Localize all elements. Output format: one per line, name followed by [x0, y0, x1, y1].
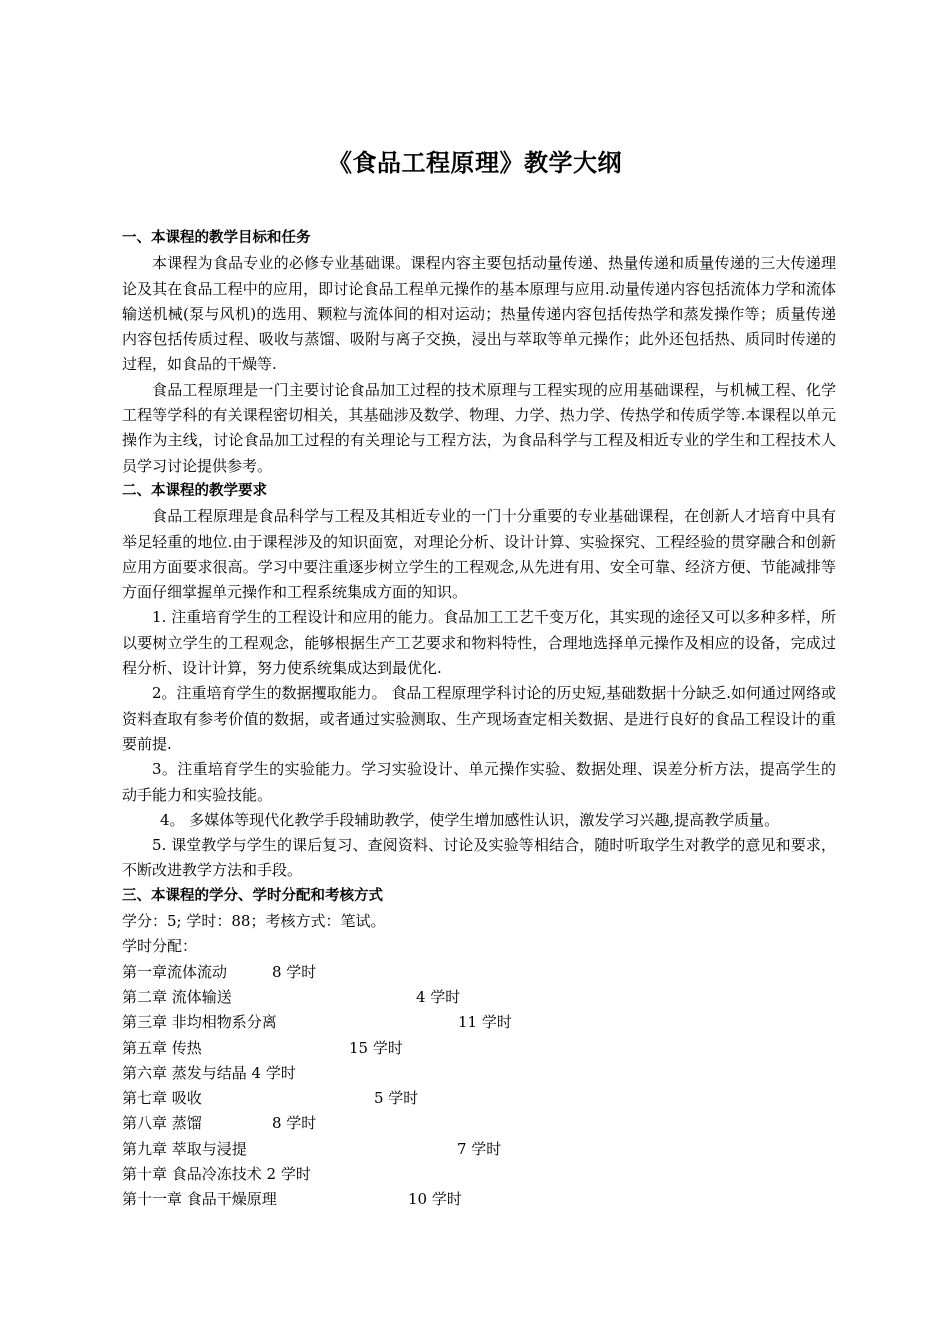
section-heading-3: 三、本课程的学分、学时分配和考核方式 — [122, 887, 383, 904]
chapter-row — [122, 1162, 836, 1187]
document-title: 《食品工程原理》教学大纲 — [328, 149, 622, 177]
chapter-hours: 4 学时 — [416, 987, 461, 1006]
requirement-item-1: 1. 注重培育学生的工程设计和应用的能力。食品加工工艺千变万化，其实现的途径又可以多种多样，所以要树立学生的工程观念，能够根据生产工艺要求和物料特性，合理地选择单元操作及相应的设备，完成过程分析、设计计算，努力使系统集成达到最优化. — [122, 608, 836, 678]
paragraph: 本课程为食品专业的必修专业基础课。课程内容主要包括动量传递、热量传递和质量传递的三大传递理论及其在食品工程中的应用，即讨论食品工程单元操作的基本原理与应用.动量传递内容包括流体力学和流体输送机械(泵与风机)的选用、颗粒与流体间的相对运动；热量传递内容包括传热学和蒸发操作等；质量传递内容包括传质过程、吸收与蒸馏、吸附与离子交换，浸出与萃取等单元操作；此外还包括热、质同时传递的过程，如食品的干燥等. — [122, 254, 836, 374]
section-heading-2: 二、本课程的教学要求 — [122, 482, 267, 499]
chapter-hours: 7 学时 — [457, 1139, 502, 1158]
credits-line: 学分：5; 学时：88；考核方式：笔试。 — [122, 912, 386, 931]
chapter-hours: 11 学时 — [458, 1013, 512, 1032]
paragraph: 食品工程原理是一门主要讨论食品加工过程的技术原理与工程实现的应用基础课程，与机械工程、化学工程等学科的有关课程密切相关，其基础涉及数学、物理、力学、热力学、传热学和传质学等.本课程以单元操作为主线，讨论食品加工过程的有关理论与工程方法，为食品科学与工程及相近专业的学生和工程技术人员学习讨论提供参考。 — [122, 380, 836, 475]
chapter-name: 第五章 传热 — [122, 1038, 202, 1057]
chapter-name: 第六章 蒸发与结晶 4 学时 — [122, 1063, 296, 1082]
requirement-item-3: 3。注重培育学生的实验能力。学习实验设计、单元操作实验、数据处理、误差分析方法，提高学生的动手能力和实验技能。 — [122, 760, 836, 804]
chapter-name: 第十章 食品冷冻技术 2 学时 — [122, 1164, 311, 1183]
chapter-name: 第八章 蒸馏 — [122, 1114, 202, 1133]
chapter-row — [122, 1137, 836, 1162]
chapter-row — [122, 1061, 836, 1086]
chapter-hours-list — [122, 960, 836, 1213]
allocation-label: 学时分配： — [122, 937, 198, 956]
chapter-row — [122, 985, 836, 1010]
paragraph: 食品工程原理是食品科学与工程及其相近专业的一门十分重要的专业基础课程，在创新人才培育中具有举足轻重的地位.由于课程涉及的知识面宽，对理论分析、设计计算、实验探究、工程经验的贯穿融合和创新应用方面要求很高。学习中要注重逐步树立学生的工程观念,从先进有用、安全可靠、经济方便、节能减排等方面仔细掌握单元操作和工程系统集成方面的知识。 — [122, 507, 836, 602]
chapter-name: 第三章 非均相物系分离 — [122, 1013, 277, 1032]
chapter-row — [122, 1086, 836, 1111]
chapter-hours: 8 学时 — [272, 1114, 317, 1133]
chapter-name: 第十一章 食品干燥原理 — [122, 1190, 277, 1209]
chapter-hours: 10 学时 — [408, 1190, 462, 1209]
chapter-name: 第二章 流体输送 — [122, 987, 232, 1006]
chapter-row — [122, 1036, 836, 1061]
chapter-row — [122, 1187, 836, 1212]
chapter-row — [122, 960, 836, 985]
chapter-hours: 5 学时 — [374, 1089, 419, 1108]
chapter-row — [122, 1010, 836, 1035]
chapter-hours: 8 学时 — [272, 962, 317, 981]
requirement-item-4: 4。 多媒体等现代化教学手段辅助教学，使学生增加感性认识，激发学习兴趣,提高教学质量。 — [160, 810, 780, 829]
requirement-item-2: 2。注重培育学生的数据攫取能力。 食品工程原理学科讨论的历史短,基础数据十分缺乏.如何通过网络或资料查取有参考价值的数据，或者通过实验测取、生产现场查定相关数据、是进行良好的食品工程设计的重要前提. — [122, 684, 836, 753]
requirement-item-5: 5. 课堂教学与学生的课后复习、查阅资料、讨论及实验等相结合，随时听取学生对教学的意见和要求，不断改进教学方法和手段。 — [122, 836, 836, 880]
chapter-name: 第九章 萃取与浸提 — [122, 1139, 247, 1158]
chapter-hours: 15 学时 — [349, 1038, 403, 1057]
document-body — [122, 226, 836, 1213]
chapter-row — [122, 1111, 836, 1136]
section-heading-1: 一、本课程的教学目标和任务 — [122, 230, 311, 246]
chapter-name: 第七章 吸收 — [122, 1089, 202, 1108]
chapter-name: 第一章流体流动 — [122, 962, 228, 981]
